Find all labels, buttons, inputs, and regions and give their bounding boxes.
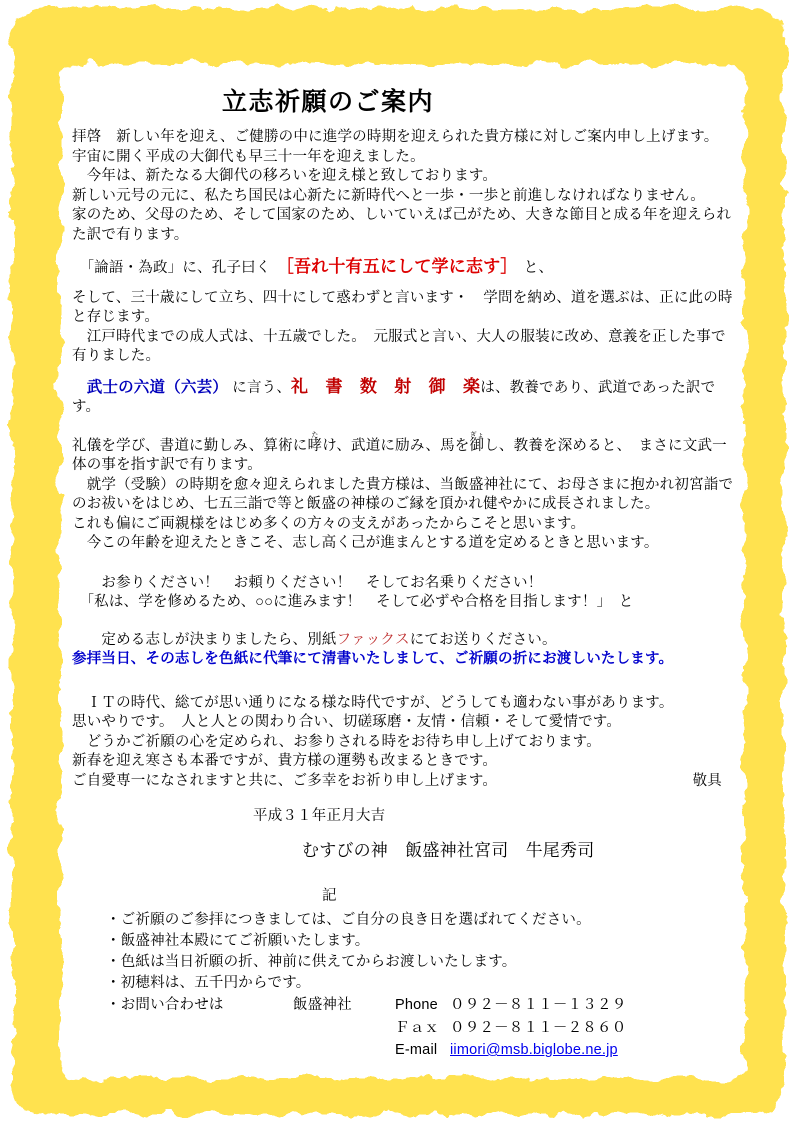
text-line — [106, 910, 734, 931]
text-segment: 家のため、父母のため、そして国家のため、しいていえば己がため、大きな節目と成る年を迎えられた訳で有ります。 — [72, 207, 732, 243]
notes-heading — [322, 887, 734, 907]
text-line — [72, 432, 734, 476]
text-segment: どうかご祈願の心を定められ、お参りされる時をお待ち申し上げております。 — [72, 733, 601, 750]
text-segment: は、教養であり、武道であった訳です。 — [72, 379, 716, 415]
text-segment: 宇宙に開く平成の大御代も早三十一年を迎えました。 — [72, 148, 425, 165]
text-segment: 新春を迎え寒さも本番ですが、貴方様の運勢も改まるときです。 — [72, 753, 498, 769]
text-segment: ご自愛専一になされますと共に、ご多幸をお祈り申し上げます。 — [72, 772, 498, 789]
contact-phone-row — [106, 994, 734, 1017]
text-segment: 飯盛神社 — [293, 997, 352, 1013]
text-segment: け、武道に励み、馬を — [322, 437, 470, 454]
text-segment: 就学（受験）の時期を愈々迎えられました貴方様は、当飯盛神社にて、お母さまに抱かれ初宮詣でのお祓いをはじめ、七五三詣で等と飯盛の神様のご縁を頂かれ健やかに成長されました。 — [72, 476, 734, 512]
text-line — [72, 713, 734, 733]
text-segment: ０９２－８１１－１３２９ — [450, 997, 627, 1013]
text-segment: E-mail — [395, 1042, 438, 1058]
text-line — [72, 631, 734, 651]
text-line — [72, 694, 734, 714]
contact-fax-row — [106, 1017, 734, 1040]
text-segment: ・ご祈願のご参拝につきましては、ご自分の良き日を選ばれてください。 — [106, 912, 591, 928]
ruby-annotated-text: 哮た — [307, 431, 323, 454]
text-segment: 礼儀を学び、書道に勤しみ、算術に — [72, 437, 308, 454]
text-line — [72, 534, 734, 554]
text-line — [72, 289, 734, 328]
text-line — [72, 377, 734, 418]
text-line — [72, 167, 734, 187]
text-segment: お参りください！ お頼りください！ そしてお名乗りください！ — [72, 574, 543, 591]
text-segment: 平成３１年正月大吉 — [253, 808, 386, 824]
text-line — [72, 574, 734, 594]
text-line — [72, 476, 734, 515]
text-line — [72, 650, 734, 670]
page-title — [222, 84, 734, 120]
text-segment: ・初穂料は、五千円からです。 — [106, 975, 311, 991]
text-segment: ファックス — [336, 631, 410, 648]
text-segment: ０９２－８１１－２８６０ — [450, 1019, 627, 1036]
date-line — [253, 807, 734, 827]
text-line — [72, 733, 734, 753]
text-segment: 定める志しが決まりましたら、別紙 — [72, 631, 337, 648]
text-segment: 拝啓 新しい年を迎え、ご健勝の中に進学の時期を迎えられた貴方様に対しご案内申し上げます。 — [72, 129, 719, 145]
text-segment: に言う、 — [228, 379, 292, 396]
text-line — [106, 973, 734, 994]
text-segment: 今年は、新たなる大御代の移ろいを迎え様と致しております。 — [72, 168, 498, 184]
text-segment: 「論語・為政」に、孔子曰く — [72, 260, 286, 276]
text-segment: ＩＴの時代、総てが思い通りになる様な時代ですが、どうしても適わない事があります。 — [72, 694, 674, 711]
text-segment: 礼 書 数 射 御 楽 — [291, 376, 481, 396]
text-segment: 記 — [322, 887, 337, 904]
text-segment: ・色紙は当日祈願の折、神前に供えてからお渡しいたします。 — [106, 954, 517, 970]
text-segment: ［吾れ十有五にして学に志す］ — [285, 257, 510, 276]
text-segment: と、 — [509, 260, 554, 276]
text-line — [72, 772, 734, 792]
text-line — [72, 593, 734, 613]
text-line — [106, 952, 734, 973]
text-segment: そして、三十歳にして立ち、四十にして惑わずと言います・ 学問を納め、道を選ぶは、正に此の時と存じます。 — [72, 289, 733, 325]
text-segment: 「私は、学を修めるため、○○に進みます！ そして必ずや合格を目指します！」 と — [72, 594, 634, 610]
text-segment: 新しい元号の元に、私たち国民は心新たに新時代へと一歩・一歩と前進しなければなりません。 — [72, 187, 705, 204]
text-segment: 参拝当日、その志しを色紙に代筆にて清書いたしまして、ご祈願の折にお渡しいたします。 — [72, 651, 674, 667]
text-segment: 立志祈願のご案内 — [222, 88, 435, 116]
letter-body — [72, 84, 734, 1062]
text-line — [72, 187, 734, 207]
text-line — [72, 148, 734, 168]
text-line — [72, 206, 734, 245]
text-line — [72, 257, 734, 279]
text-segment: ・飯盛神社本殿にてご祈願いたします。 — [106, 933, 370, 949]
text-segment: 思いやりです。 人と人との関わり合い、切磋琢磨・友情・信頼・そして愛情です。 — [72, 714, 622, 730]
text-segment — [72, 380, 87, 396]
text-line — [72, 752, 734, 772]
text-segment: むすびの神 飯盛神社宮司 牛尾秀司 — [302, 840, 595, 860]
text-segment: にてお送りください。 — [409, 631, 557, 648]
text-line — [72, 515, 734, 535]
text-segment: 今この年齢を迎えたときこそ、志し高く己が進まんとする道を定めるときと思います。 — [72, 535, 659, 551]
text-line — [72, 128, 734, 148]
text-segment: し、教養を深めると、 まさに文武一体の事を指す訳で有ります。 — [72, 437, 727, 473]
text-segment: Phone — [395, 997, 438, 1013]
text-line — [106, 931, 734, 952]
text-segment: 江戸時代までの成人式は、十五歳でした。 元服式と言い、大人の服装に改め、意義を正した事で有りました。 — [72, 328, 726, 364]
signature-line — [302, 839, 734, 863]
ruby-annotated-text: 御ぎょ — [469, 431, 485, 454]
text-segment: ・お問い合わせは — [106, 997, 224, 1013]
contact-email-row — [106, 1039, 734, 1062]
text-line — [72, 328, 734, 367]
text-segment: 武士の六道（六芸） — [86, 378, 229, 396]
text-segment: これも偏にご両親様をはじめ多くの方々の支えがあったからこそと思います。 — [72, 515, 586, 532]
text-segment: Ｆａｘ — [395, 1019, 440, 1036]
text-segment: 敬具 — [692, 772, 722, 789]
email-link[interactable]: iimori@msb.biglobe.ne.jp — [450, 1042, 618, 1058]
